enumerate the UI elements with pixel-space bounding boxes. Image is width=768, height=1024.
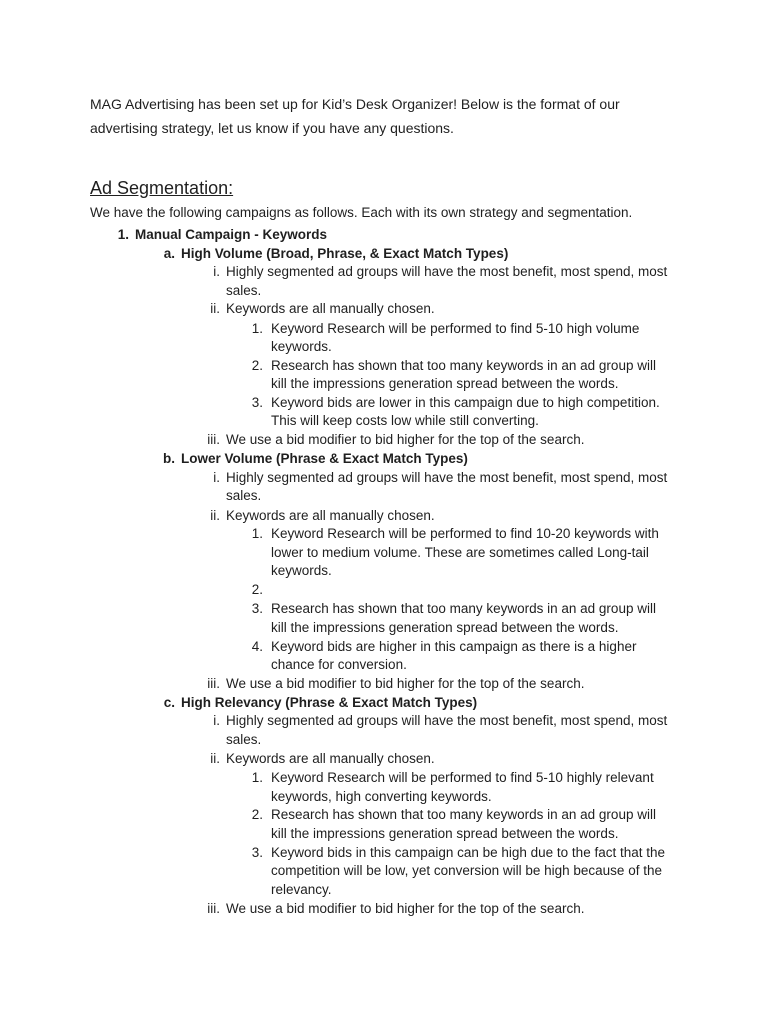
list-item — [271, 825, 618, 843]
list-text: Keyword bids are higher in this campaign as there is a higher — [271, 639, 637, 654]
list-marker: i. — [213, 264, 220, 279]
list-marker: 1. — [117, 227, 129, 242]
list-item — [226, 282, 261, 300]
list-text: competition will be low, yet conversion will be high because of the — [271, 863, 662, 878]
list-text: kill the impressions generation spread between the words. — [271, 376, 619, 391]
list-text: Keyword Research will be performed to find 5-10 high volume — [271, 321, 640, 336]
list-text: Highly segmented ad groups will have the most benefit, most spend, most — [226, 470, 668, 485]
list-item — [271, 544, 649, 562]
list-text: Keyword Research will be performed to find 5-10 highly relevant — [271, 770, 654, 785]
list-item — [117, 226, 328, 244]
list-text: Keywords are all manually chosen. — [226, 508, 435, 523]
intro-line: advertising strategy, let us know if you have any questions. — [90, 120, 454, 136]
intro-paragraph — [90, 92, 690, 140]
list-item — [251, 769, 654, 787]
list-marker: 2. — [251, 582, 263, 597]
list-item — [163, 694, 478, 712]
list-item — [210, 750, 435, 768]
list-marker: ii. — [210, 508, 220, 523]
list-text: Research has shown that too many keywords in an ad group will — [271, 601, 656, 616]
list-item — [251, 806, 656, 824]
list-item — [271, 881, 332, 899]
list-text: relevancy. — [271, 882, 332, 897]
list-item — [207, 900, 585, 918]
list-text: sales. — [226, 283, 262, 298]
list-item — [226, 487, 261, 505]
list-marker: b. — [163, 451, 175, 466]
list-item — [213, 263, 668, 281]
list-item — [271, 862, 662, 880]
list-marker: 4. — [251, 639, 263, 654]
list-item — [251, 600, 656, 618]
list-marker: c. — [163, 695, 175, 710]
list-text: sales. — [226, 732, 262, 747]
list-item — [271, 338, 332, 356]
list-text: Manual Campaign - Keywords — [135, 227, 328, 242]
list-text: High Volume (Broad, Phrase, & Exact Match Types) — [181, 246, 509, 261]
list-marker: iii. — [207, 432, 220, 447]
list-text: lower to medium volume. These are sometimes called Long-tail — [271, 545, 649, 560]
list-marker: iii. — [207, 901, 220, 916]
list-marker: 1. — [251, 770, 263, 785]
list-text: chance for conversion. — [271, 657, 407, 672]
list-text: We use a bid modifier to bid higher for the top of the search. — [226, 432, 585, 447]
list-item — [213, 469, 668, 487]
list-item — [226, 731, 261, 749]
list-item — [251, 844, 665, 862]
list-item — [251, 320, 640, 338]
list-text: kill the impressions generation spread between the words. — [271, 826, 619, 841]
list-text: Keyword Research will be performed to find 10-20 keywords with — [271, 526, 659, 541]
list-text: Research has shown that too many keywords in an ad group will — [271, 807, 656, 822]
list-item — [271, 375, 618, 393]
list-item — [251, 525, 659, 543]
list-marker: iii. — [207, 676, 220, 691]
list-item — [271, 412, 539, 430]
list-marker: i. — [213, 713, 220, 728]
list-text: keywords, high converting keywords. — [271, 789, 492, 804]
list-marker: 3. — [251, 601, 263, 616]
list-text: keywords. — [271, 563, 332, 578]
list-item — [271, 788, 492, 806]
list-text: keywords. — [271, 339, 332, 354]
list-text: This will keep costs low while still converting. — [271, 413, 539, 428]
list-marker: 1. — [251, 526, 263, 541]
list-text: kill the impressions generation spread between the words. — [271, 620, 619, 635]
list-text: sales. — [226, 488, 262, 503]
list-marker: 2. — [251, 807, 263, 822]
list-marker: a. — [163, 246, 175, 261]
section-subtitle: We have the following campaigns as follows. Each with its own strategy and segmentation. — [90, 205, 633, 220]
list-item — [213, 712, 668, 730]
list-text: We use a bid modifier to bid higher for the top of the search. — [226, 676, 585, 691]
list-item — [251, 357, 656, 375]
list-item — [210, 300, 435, 318]
list-marker: 3. — [251, 845, 263, 860]
list-item — [271, 656, 407, 674]
list-text: Keywords are all manually chosen. — [226, 301, 435, 316]
section-heading: Ad Segmentation: — [90, 178, 234, 198]
list-text: Keyword bids are lower in this campaign due to high competition. — [271, 395, 660, 410]
list-text: Research has shown that too many keywords in an ad group will — [271, 358, 656, 373]
list-text: Keyword bids in this campaign can be high due to the fact that the — [271, 845, 665, 860]
list-item — [251, 394, 660, 412]
list-text: Highly segmented ad groups will have the most benefit, most spend, most — [226, 713, 668, 728]
list-item — [163, 245, 509, 263]
list-item — [210, 507, 435, 525]
list-marker: 1. — [251, 321, 263, 336]
list-item — [207, 431, 585, 449]
list-item — [271, 619, 618, 637]
list-item — [271, 562, 332, 580]
list-marker: i. — [213, 470, 220, 485]
list-marker: ii. — [210, 751, 220, 766]
intro-line: MAG Advertising has been set up for Kid’s Desk Organizer! Below is the format of our — [90, 96, 620, 112]
list-marker: 3. — [251, 395, 263, 410]
list-text: High Relevancy (Phrase & Exact Match Types) — [181, 695, 478, 710]
list-text: Highly segmented ad groups will have the most benefit, most spend, most — [226, 264, 668, 279]
list-text: Keywords are all manually chosen. — [226, 751, 435, 766]
list-text: Lower Volume (Phrase & Exact Match Types) — [181, 451, 468, 466]
list-marker: 2. — [251, 358, 263, 373]
list-item — [251, 638, 637, 656]
list-item — [163, 450, 468, 468]
list-item — [207, 675, 585, 693]
list-marker: ii. — [210, 301, 220, 316]
list-text: We use a bid modifier to bid higher for the top of the search. — [226, 901, 585, 916]
